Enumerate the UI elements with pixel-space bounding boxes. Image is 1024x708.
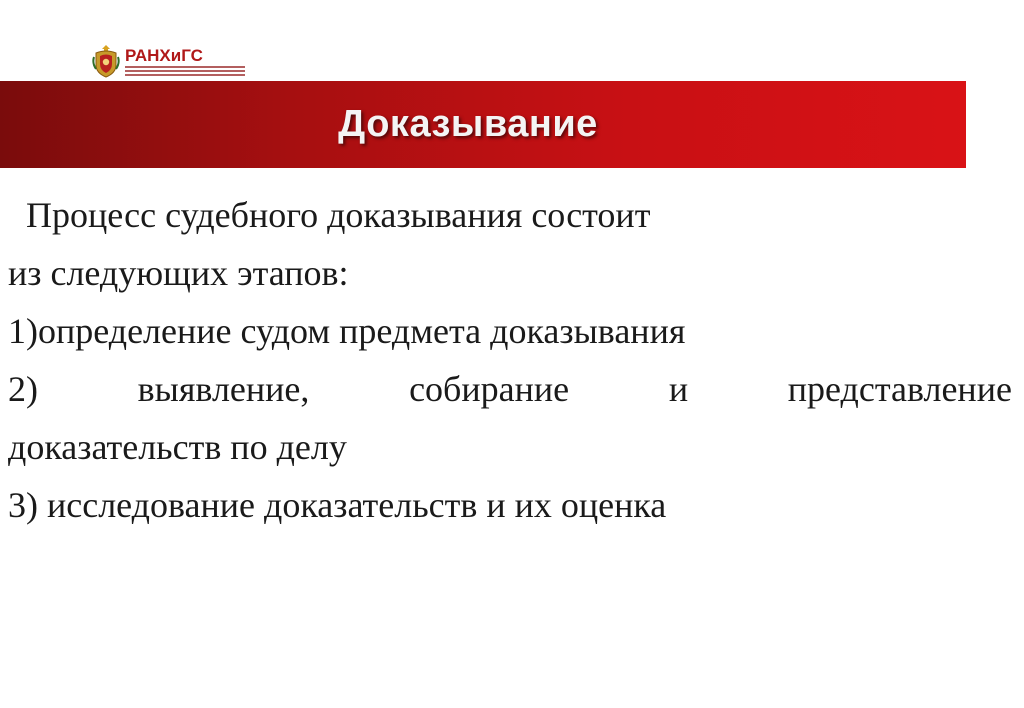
list-item-2-continued: доказательств по делу bbox=[8, 427, 347, 467]
list-item-2-word: 2) bbox=[8, 369, 38, 409]
slide-title: Доказывание bbox=[338, 103, 598, 145]
ranepa-logo bbox=[92, 43, 245, 79]
title-band bbox=[0, 81, 966, 168]
emblem-icon bbox=[92, 43, 120, 79]
list-item-3: 3) исследование доказательств и их оценка bbox=[8, 485, 667, 525]
list-item-2-word: выявление, bbox=[137, 369, 310, 409]
list-item-2-word: собирание bbox=[409, 369, 570, 409]
intro-line-2: из следующих этапов: bbox=[8, 253, 349, 293]
logo-name: РАНХиГС bbox=[125, 45, 203, 65]
list-item-2 bbox=[8, 360, 1012, 418]
intro-line-1: Процесс судебного доказывания состоит bbox=[26, 195, 651, 235]
slide-body bbox=[8, 186, 1012, 534]
list-item-2-word: представление bbox=[787, 369, 1012, 409]
list-item-2-word: и bbox=[668, 369, 689, 409]
logo-subtitle-lines bbox=[125, 66, 245, 76]
list-item-1: 1)определение судом предмета доказывания bbox=[8, 311, 686, 351]
